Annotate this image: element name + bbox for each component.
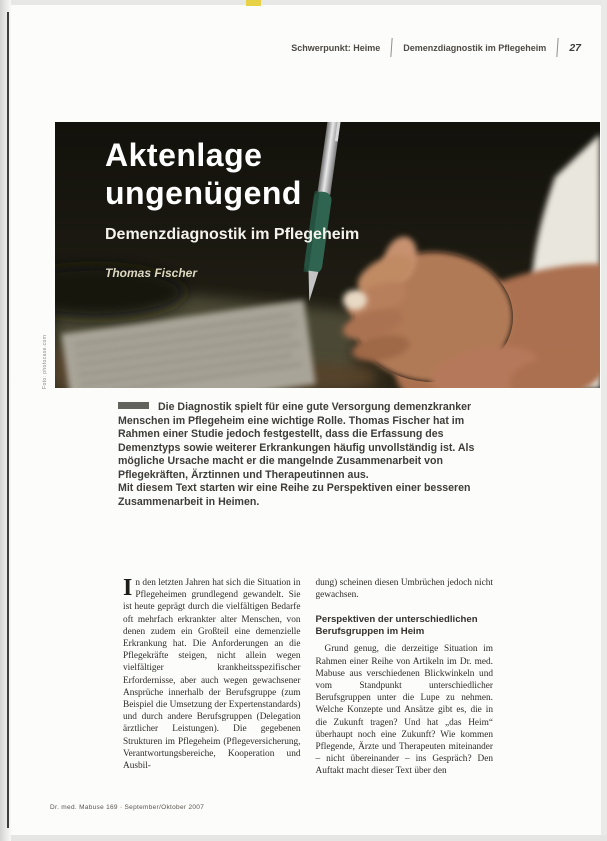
- scan-binding-line: [7, 12, 9, 828]
- lead-paragraph-2: Mit diesem Text starten wir eine Reihe zu Perspektiven einer besseren Zusammenarbeit in Heimen.: [118, 482, 471, 508]
- scan-edge-top: [0, 0, 607, 5]
- scan-edge-bottom: [0, 835, 607, 841]
- scan-edge-left: [0, 0, 11, 841]
- body-column-left: [123, 577, 301, 778]
- header-divider: [391, 38, 393, 57]
- section-heading: Perspektiven der unterschiedlichen Berufsgruppen im Heim: [315, 614, 478, 638]
- body-column-right: [316, 577, 494, 778]
- page-header: [291, 38, 581, 57]
- lead-marker: [118, 402, 149, 409]
- header-section-label: Schwerpunkt: Heime: [291, 42, 381, 53]
- article-author: Thomas Fischer: [105, 266, 198, 280]
- scan-edge-right: [601, 0, 607, 841]
- hero-text-block: [105, 136, 359, 280]
- header-article-label: Demenzdiagnostik im Pflegeheim: [403, 42, 547, 53]
- header-divider: [557, 38, 559, 57]
- article-title: Aktenlage ungenügend: [105, 137, 302, 211]
- drop-cap: I: [123, 575, 133, 601]
- article-subtitle: Demenzdiagnostik im Pflegeheim: [105, 226, 360, 243]
- lead-abstract: [118, 401, 484, 509]
- lead-paragraph-1: Die Diagnostik spielt für eine gute Versorgung demenzkranker Menschen im Pflegeheim eine wichtige Rolle. Thomas Fischer hat im Rahmen einer Studie jedoch festgestellt, dass die Erfassung des Demenztyps sowie weiterer Erkrankungen häufig unvollständig ist. Als mögliche Ursache macht er die mangelnde Zusammenarbeit von Pflegekräften, Ärztinnen und Therapeutinnen aus.: [118, 401, 475, 481]
- scan-yellow-mark: [246, 0, 261, 6]
- header-page-number: 27: [569, 41, 581, 54]
- right-column-continuation: dung) scheinen diesen Umbrüchen jedoch nicht gewachsen.: [315, 578, 493, 601]
- left-column-paragraph: In den letzten Jahren hat sich die Situation in Pflegeheimen grundlegend gewandelt. Sie ist heute geprägt durch die vielfältigen Bedarfe oft mehrfach erkrankter alter Menschen, von denen zudem ein Großteil eine demenzielle Erkrankung hat. Die Anforderungen an die Pflegekräfte steigen, nicht allein wegen vielfältiger krankheitsspezifischer Erfordernisse, aber auch wegen gewachsener Ansprüche innerhalb der Berufsgruppe (zum Beispiel die Umsetzung der Expertenstandards) und durch andere Berufsgruppen (Delegation ärztlicher Leistungen). Die gegebenen Strukturen im Pflegeheim (Pflegeversicherung, Verantwortungsbereiche, Kooperation und Ausbil-: [123, 575, 301, 772]
- photo-credit: Foto: photocase.com: [42, 334, 48, 389]
- footer-imprint: Dr. med. Mabuse 169 · September/Oktober 2007: [50, 804, 205, 811]
- article-body: [123, 577, 493, 778]
- right-column-paragraph: Grund genug, die derzeitige Situation im Rahmen einer Reihe von Artikeln im Dr. med. Mabuse aus verschiedenen Blickwinkeln und vom Standpunkt unterschiedlicher Berufsgruppen unter die Lupe zu nehmen. Welche Konzepte und Ansätze gibt es, die in die Zukunft tragen? Und hat „das Heim“ überhaupt noch eine Zukunft? Wie kommen Pflegende, Ärzte und Therapeuten miteinander – nicht übereinander – ins Gespräch? Den Auftakt macht dieser Text über den: [315, 644, 493, 777]
- hero-photo: [55, 122, 600, 388]
